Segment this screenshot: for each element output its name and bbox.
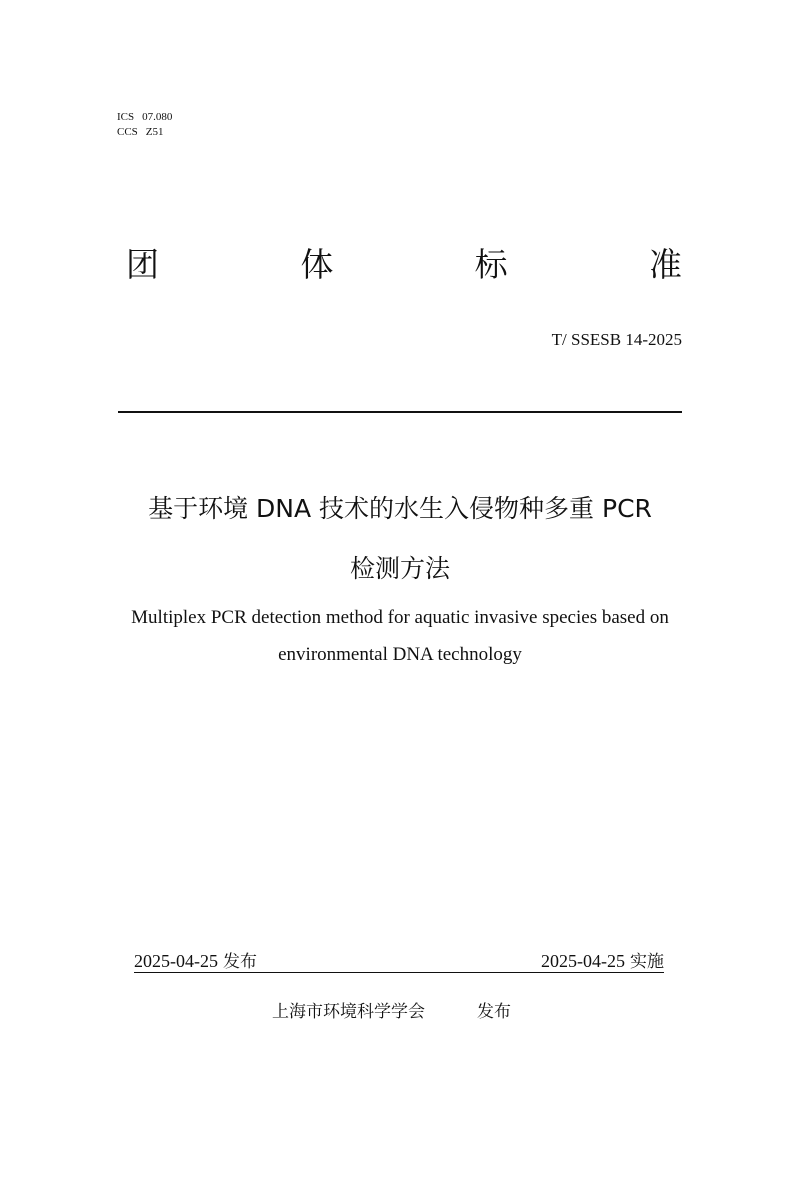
- release-label: 发布: [223, 952, 257, 972]
- standard-type-char: 体: [300, 245, 334, 284]
- title-chinese-line-1: 基于环境 DNA 技术的水生入侵物种多重 PCR: [148, 494, 652, 523]
- ics-row: [117, 110, 172, 125]
- header-divider: [118, 411, 682, 413]
- ccs-row: [117, 125, 172, 140]
- standard-type-char: 标: [474, 245, 508, 284]
- standard-type-char: 准: [648, 245, 682, 284]
- ccs-label: CCS: [117, 126, 138, 138]
- release-date: 2025-04-25: [134, 951, 218, 971]
- title-english-line-2: environmental DNA technology: [278, 644, 522, 665]
- implementation-date: 2025-04-25: [541, 951, 625, 971]
- publisher-issue-label: 发布: [477, 1002, 511, 1022]
- title-chinese-line-2: 检测方法: [349, 554, 450, 583]
- publisher-name: 上海市环境科学学会: [272, 1002, 425, 1022]
- publisher-line: [272, 1001, 511, 1023]
- standard-type-char: 团: [126, 245, 159, 284]
- ics-code: 07.080: [142, 111, 173, 123]
- standard-number: T/ SSESB 14-2025: [551, 330, 682, 349]
- title-english-line-1: Multiplex PCR detection method for aquatic invasive species based on: [131, 607, 669, 628]
- implementation-label: 实施: [630, 952, 664, 972]
- standard-type-heading: [126, 245, 682, 285]
- footer-divider: [134, 972, 664, 973]
- classification-codes: [117, 110, 172, 140]
- implementation-date-block: [541, 950, 664, 973]
- release-date-block: [134, 950, 257, 973]
- ics-label: ICS: [117, 111, 135, 123]
- ccs-code: Z51: [145, 126, 164, 138]
